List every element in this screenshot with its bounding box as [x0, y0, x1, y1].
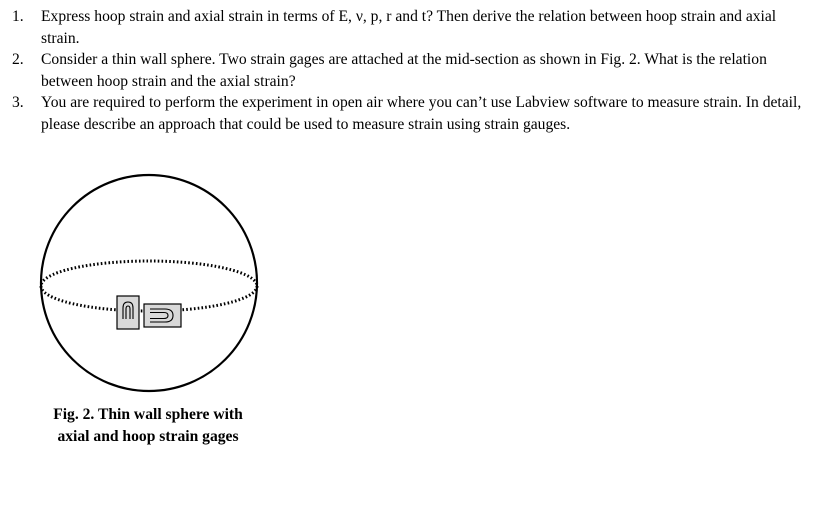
figure-caption-line: axial and hoop strain gages	[57, 427, 239, 445]
figure-caption-line: Fig. 2. Thin wall sphere with	[53, 406, 243, 423]
question-number: 2.	[12, 51, 24, 68]
question-item	[0, 92, 810, 135]
question-item	[0, 6, 810, 49]
question-item	[0, 49, 810, 92]
sphere-figure	[38, 172, 260, 394]
question-text: Consider a thin wall sphere. Two strain gages are attached at the mid-section as shown in Fig. 2. What is the relation between hoop strain and the axial strain?	[41, 51, 767, 90]
question-number: 3.	[12, 94, 24, 111]
question-list	[0, 6, 810, 135]
figure-caption	[30, 404, 266, 447]
question-text: You are required to perform the experiment in open air where you can’t use Labview software to measure strain. In detail, please describe an approach that could be used to measure strain using strain gauges.	[41, 94, 802, 133]
sphere-diagram	[38, 172, 260, 394]
hoop-strain-gage	[144, 304, 181, 327]
question-number: 1.	[12, 8, 24, 25]
axial-strain-gage	[117, 296, 139, 329]
sphere-outline	[41, 175, 257, 391]
question-text: Express hoop strain and axial strain in terms of E, ν, p, r and t? Then derive the relation between hoop strain and axial strain.	[41, 8, 777, 47]
